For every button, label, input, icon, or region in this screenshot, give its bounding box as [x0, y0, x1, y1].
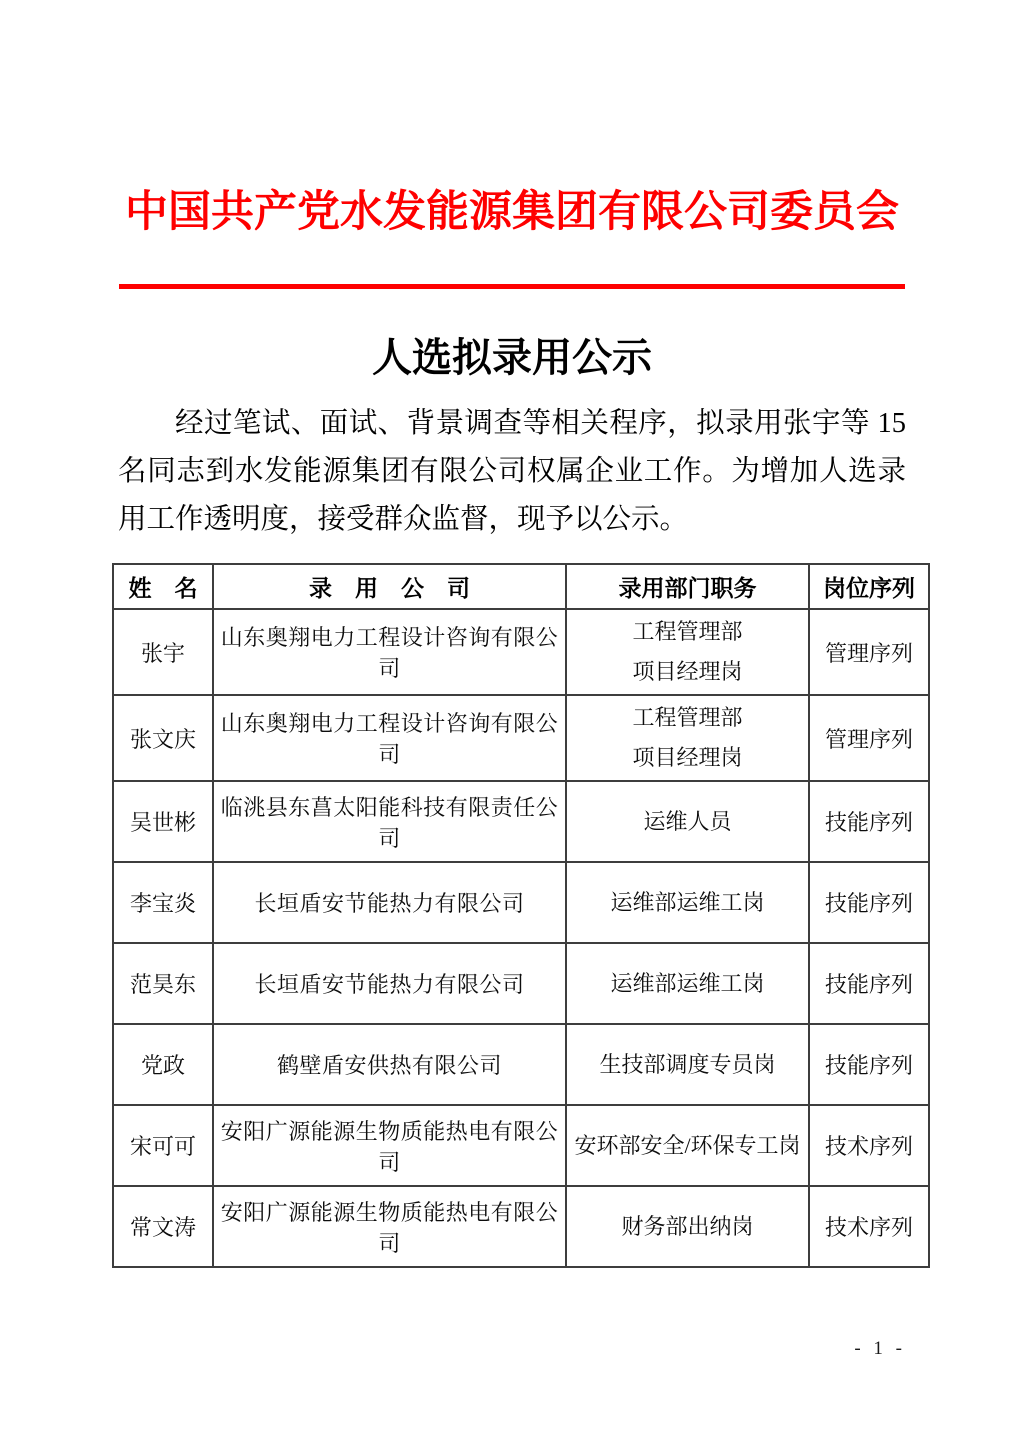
cell-name: 范昊东 — [113, 943, 213, 1024]
intro-paragraph: 经过笔试、面试、背景调查等相关程序，拟录用张宇等 15 名同志到水发能源集团有限公司权属企业工作。为增加人选录用工作透明度，接受群众监督，现予以公示。 — [118, 408, 906, 535]
cell-company: 长垣盾安节能热力有限公司 — [213, 862, 566, 943]
cell-position — [566, 609, 809, 695]
cell-name: 党政 — [113, 1024, 213, 1105]
cell-name: 吴世彬 — [113, 781, 213, 862]
table-row — [113, 781, 929, 862]
cell-company: 鹤壁盾安供热有限公司 — [213, 1024, 566, 1105]
cell-position — [566, 943, 809, 1024]
position-line: 生技部调度专员岗 — [599, 1051, 776, 1077]
position-line: 安环部安全/环保专工岗 — [574, 1132, 801, 1158]
cell-name: 李宝炎 — [113, 862, 213, 943]
org-title: 中国共产党水发能源集团有限公司委员会 — [125, 189, 899, 236]
page-title: 人选拟录用公示 — [372, 335, 652, 380]
table-row — [113, 695, 929, 781]
cell-company: 山东奥翔电力工程设计咨询有限公司 — [213, 609, 566, 695]
position-line: 工程管理部 — [632, 705, 743, 730]
position-line: 运维部运维工岗 — [610, 970, 765, 996]
cell-sequence: 管理序列 — [809, 609, 929, 695]
document-content — [112, 0, 915, 1268]
cell-position — [566, 695, 809, 781]
cell-name: 常文涛 — [113, 1186, 213, 1267]
position-line: 项目经理岗 — [632, 745, 743, 770]
column-header-company: 录 用 公 司 — [213, 564, 566, 609]
table-row — [113, 1105, 929, 1186]
recruitment-table — [112, 563, 930, 1268]
cell-name: 张文庆 — [113, 695, 213, 781]
cell-company: 安阳广源能源生物质能热电有限公司 — [213, 1186, 566, 1267]
cell-position — [566, 862, 809, 943]
cell-position — [566, 781, 809, 862]
cell-company: 临洮县东菖太阳能科技有限责任公司 — [213, 781, 566, 862]
cell-sequence: 管理序列 — [809, 695, 929, 781]
cell-company: 山东奥翔电力工程设计咨询有限公司 — [213, 695, 566, 781]
column-header-name: 姓 名 — [113, 564, 213, 609]
red-divider-line — [119, 284, 905, 289]
table-row — [113, 609, 929, 695]
cell-sequence: 技术序列 — [809, 1105, 929, 1186]
cell-sequence: 技能序列 — [809, 943, 929, 1024]
cell-position — [566, 1186, 809, 1267]
cell-name: 张宇 — [113, 609, 213, 695]
table-row — [113, 862, 929, 943]
cell-sequence: 技术序列 — [809, 1186, 929, 1267]
column-header-sequence: 岗位序列 — [809, 564, 929, 609]
cell-position — [566, 1105, 809, 1186]
table-row — [113, 1186, 929, 1267]
column-header-position: 录用部门职务 — [566, 564, 809, 609]
table-header-row — [113, 564, 929, 609]
cell-sequence: 技能序列 — [809, 862, 929, 943]
cell-company: 长垣盾安节能热力有限公司 — [213, 943, 566, 1024]
cell-company: 安阳广源能源生物质能热电有限公司 — [213, 1105, 566, 1186]
cell-name: 宋可可 — [113, 1105, 213, 1186]
table-body — [113, 609, 929, 1267]
position-line: 运维部运维工岗 — [610, 889, 765, 915]
table-row — [113, 1024, 929, 1105]
cell-position — [566, 1024, 809, 1105]
position-line: 运维人员 — [643, 808, 732, 834]
table-row — [113, 943, 929, 1024]
cell-sequence: 技能序列 — [809, 781, 929, 862]
position-line: 项目经理岗 — [632, 659, 743, 684]
position-line: 工程管理部 — [632, 619, 743, 644]
position-line: 财务部出纳岗 — [621, 1213, 754, 1239]
page-number: - 1 - — [854, 1338, 906, 1359]
cell-sequence: 技能序列 — [809, 1024, 929, 1105]
